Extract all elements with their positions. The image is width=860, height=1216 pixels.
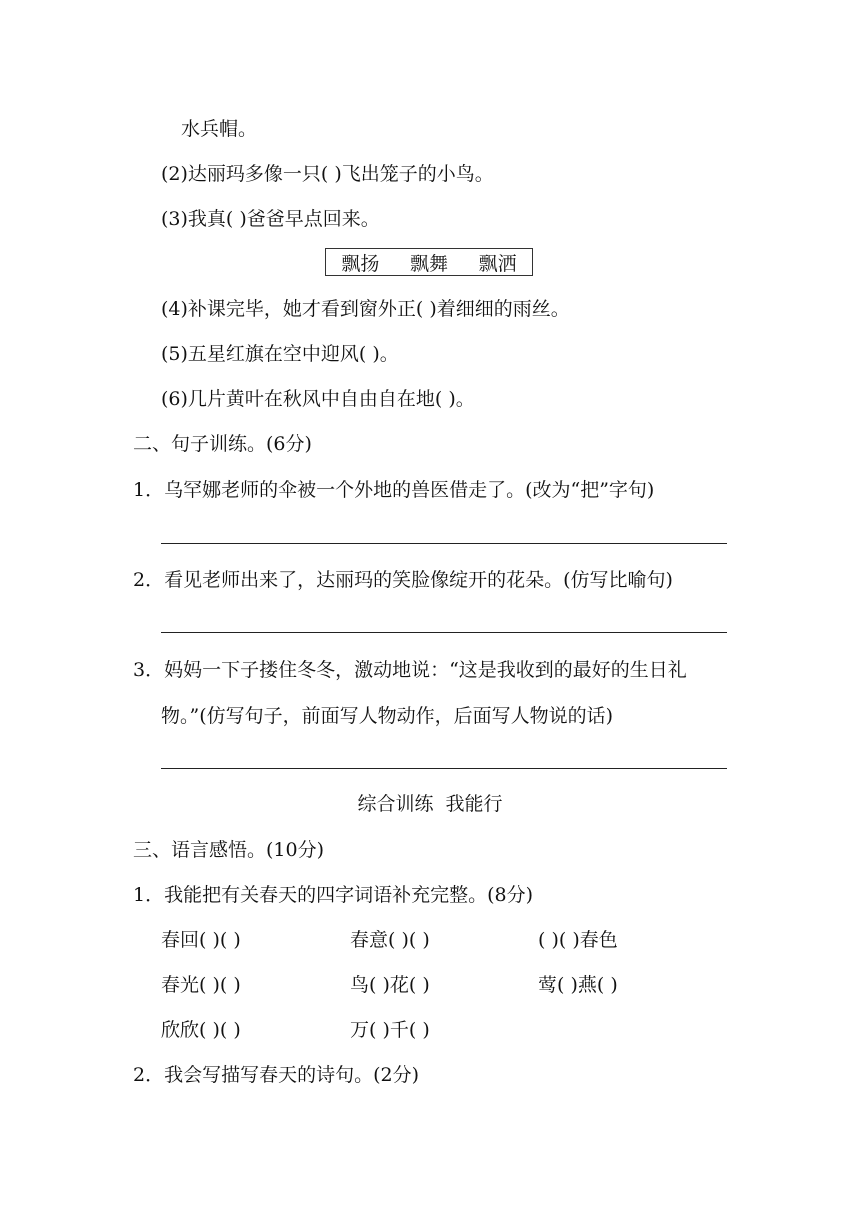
sentence-question-3: 3．妈妈一下子搂住冬冬，激动地说：“这是我收到的最好的生日礼 xyxy=(133,659,687,681)
word-option: 飘舞 xyxy=(409,252,448,275)
sentence-question-1: 1．乌罕娜老师的伞被一个外地的兽医借走了。(改为“把”字句) xyxy=(133,479,655,501)
sentence-question-3-cont: 物。”(仿写句子，前面写人物动作，后面写人物说的话) xyxy=(161,705,614,727)
idiom-blank: 莺( )燕( ) xyxy=(538,974,618,996)
idiom-blank: 欣欣( )( ) xyxy=(161,1019,241,1041)
sentence-question-2: 2．看见老师出来了，达丽玛的笑脸像绽开的花朵。(仿写比喻句) xyxy=(133,569,673,591)
idiom-blank: 万( )千( ) xyxy=(350,1019,430,1041)
language-question-1: 1．我能把有关春天的四字词语补充完整。(8分) xyxy=(133,884,534,906)
idiom-blank: 春光( )( ) xyxy=(161,974,241,996)
idiom-blank: ( )( )春色 xyxy=(538,929,618,951)
question-2-fill: (2)达丽玛多像一只( )飞出笼子的小鸟。 xyxy=(161,163,494,185)
word-choice-box xyxy=(325,248,533,276)
idiom-blank: 春回( )( ) xyxy=(161,929,241,951)
idiom-blank: 春意( )( ) xyxy=(350,929,430,951)
unit-heading: 综合训练 我能行 xyxy=(357,793,503,815)
answer-line-3[interactable] xyxy=(161,768,727,769)
idiom-blank: 鸟( )花( ) xyxy=(350,974,430,996)
word-option: 飘洒 xyxy=(478,252,517,275)
word-option: 飘扬 xyxy=(341,252,380,275)
question-3-fill: (3)我真( )爸爸早点回来。 xyxy=(161,208,380,230)
section-3-heading: 三、语言感悟。(10分) xyxy=(133,839,325,861)
question-5-fill: (5)五星红旗在空中迎风( )。 xyxy=(161,343,399,365)
question-6-fill: (6)几片黄叶在秋风中自由自在地( )。 xyxy=(161,388,475,410)
question-4-fill: (4)补课完毕，她才看到窗外正( )着细细的雨丝。 xyxy=(161,298,570,320)
language-question-2: 2．我会写描写春天的诗句。(2分) xyxy=(133,1064,420,1086)
line-continuation: 水兵帽。 xyxy=(181,118,258,140)
answer-line-2[interactable] xyxy=(161,632,727,633)
answer-line-1[interactable] xyxy=(161,543,727,544)
section-2-heading: 二、句子训练。(6分) xyxy=(133,433,312,455)
